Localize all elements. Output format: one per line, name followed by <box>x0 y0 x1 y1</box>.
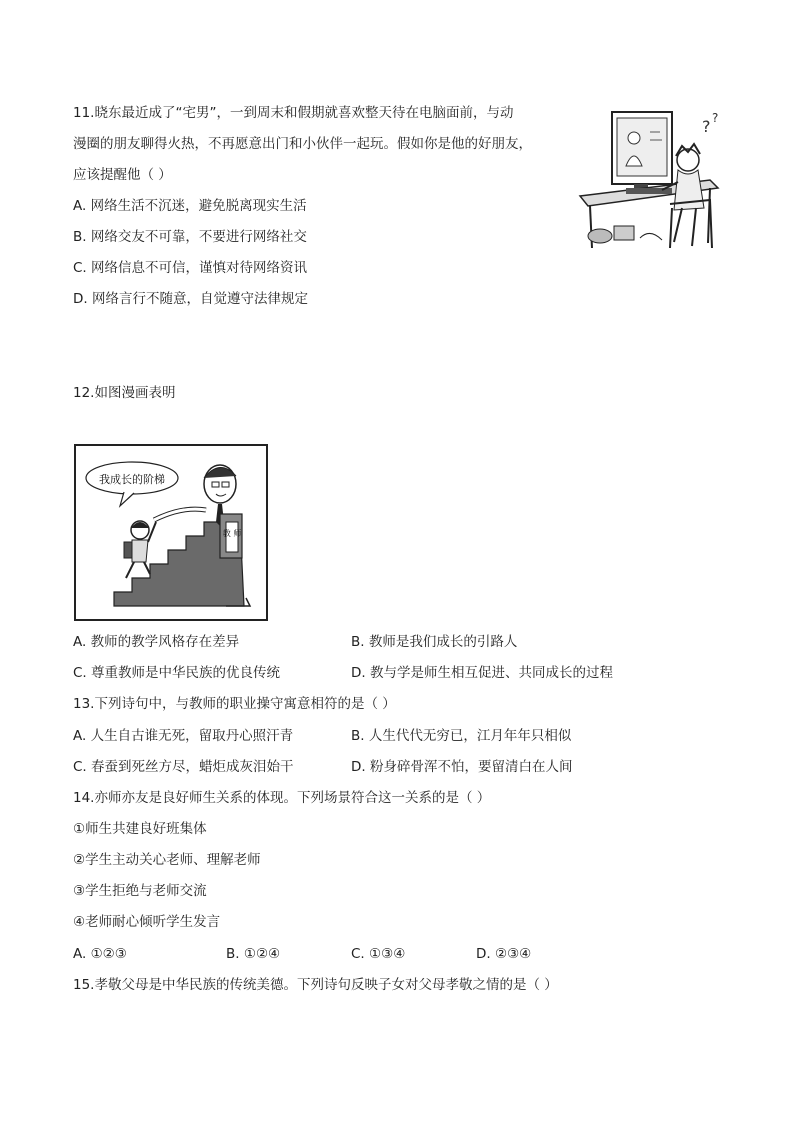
q12-cartoon <box>74 444 268 621</box>
q13-option-c: C. 春蚕到死丝方尽，蜡炬成灰泪始干 <box>73 759 294 775</box>
q11-stem-line-1: 11.晓东最近成了“宅男”，一到周末和假期就喜欢整天待在电脑面前，与动 <box>73 105 514 121</box>
q14-option-c: C. ①③④ <box>351 946 406 962</box>
q12-option-a: A. 教师的教学风格存在差异 <box>73 634 240 650</box>
q14-option-d: D. ②③④ <box>476 946 532 962</box>
q11-option-b: B. 网络交友不可靠，不要进行网络社交 <box>73 229 307 245</box>
q12-option-d: D. 教与学是师生相互促进、共同成长的过程 <box>351 665 613 681</box>
q14-item-2: ②学生主动关心老师、理解老师 <box>73 852 261 868</box>
svg-text:?: ? <box>702 117 711 136</box>
q11-option-d: D. 网络言行不随意，自觉遵守法律规定 <box>73 291 308 307</box>
q11-stem-line-2: 漫圈的朋友聊得火热，不再愿意出门和小伙伴一起玩。假如你是他的好朋友， <box>73 136 532 152</box>
q12-stem: 12.如图漫画表明 <box>73 385 176 401</box>
q11-option-c: C. 网络信息不可信，谨慎对待网络资讯 <box>73 260 308 276</box>
q11-illustration <box>570 108 722 258</box>
q14-item-1: ①师生共建良好班集体 <box>73 821 207 837</box>
q12-book-text: 教 师 <box>222 529 242 538</box>
q12-bubble-text: 我成长的阶梯 <box>99 473 165 486</box>
q12-option-b: B. 教师是我们成长的引路人 <box>351 634 518 650</box>
q15-stem: 15.孝敬父母是中华民族的传统美德。下列诗句反映子女对父母孝敬之情的是（ ） <box>73 977 558 993</box>
svg-text:?: ? <box>712 111 719 125</box>
q14-stem: 14.亦师亦友是良好师生关系的体现。下列场景符合这一关系的是（ ） <box>73 790 491 806</box>
q14-item-3: ③学生拒绝与老师交流 <box>73 883 207 899</box>
q11-stem-line-3: 应该提醒他（ ） <box>73 167 172 183</box>
q14-option-a: A. ①②③ <box>73 946 127 962</box>
q12-option-c: C. 尊重教师是中华民族的优良传统 <box>73 665 281 681</box>
q13-option-d: D. 粉身碎骨浑不怕，要留清白在人间 <box>351 759 573 775</box>
q14-option-b: B. ①②④ <box>226 946 281 962</box>
q11-option-a: A. 网络生活不沉迷，避免脱离现实生活 <box>73 198 307 214</box>
q13-option-a: A. 人生自古谁无死，留取丹心照汗青 <box>73 728 294 744</box>
q13-stem: 13.下列诗句中，与教师的职业操守寓意相符的是（ ） <box>73 696 396 712</box>
q14-item-4: ④老师耐心倾听学生发言 <box>73 914 221 930</box>
q13-option-b: B. 人生代代无穷已，江月年年只相似 <box>351 728 572 744</box>
